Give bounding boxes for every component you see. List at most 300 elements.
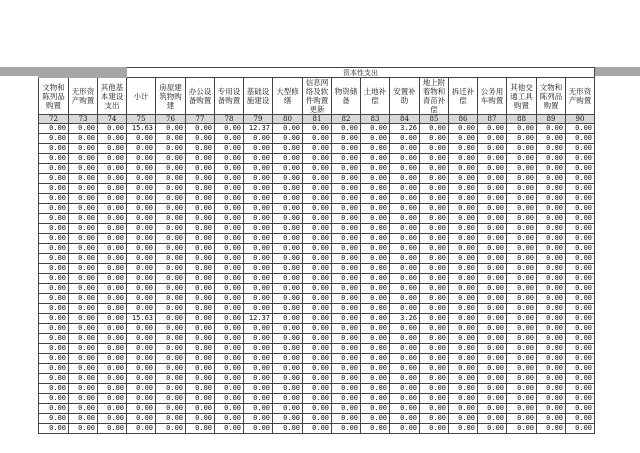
table-cell[interactable]: 0.00 xyxy=(478,344,507,354)
table-cell[interactable]: 0.00 xyxy=(215,294,244,304)
table-cell[interactable]: 0.00 xyxy=(303,314,332,324)
table-cell[interactable]: 0.00 xyxy=(303,174,332,184)
table-cell[interactable]: 0.00 xyxy=(478,304,507,314)
table-cell[interactable]: 0.00 xyxy=(303,284,332,294)
table-cell[interactable]: 0.00 xyxy=(332,184,361,194)
table-cell[interactable]: 0.00 xyxy=(156,144,186,154)
table-cell[interactable]: 0.00 xyxy=(566,324,595,334)
table-cell[interactable]: 0.00 xyxy=(98,264,127,274)
table-cell[interactable]: 0.00 xyxy=(303,294,332,304)
table-cell[interactable]: 0.00 xyxy=(478,164,507,174)
table-cell[interactable]: 0.00 xyxy=(186,384,215,394)
table-cell[interactable]: 0.00 xyxy=(449,164,478,174)
table-cell[interactable]: 0.00 xyxy=(186,284,215,294)
table-cell[interactable]: 0.00 xyxy=(98,354,127,364)
table-cell[interactable]: 0.00 xyxy=(215,404,244,414)
table-cell[interactable]: 0.00 xyxy=(566,344,595,354)
table-cell[interactable]: 0.00 xyxy=(186,134,215,144)
table-cell[interactable]: 0.00 xyxy=(186,154,215,164)
table-cell[interactable]: 0.00 xyxy=(361,164,390,174)
table-cell[interactable]: 0.00 xyxy=(69,224,98,234)
table-cell[interactable]: 0.00 xyxy=(420,224,449,234)
table-cell[interactable]: 0.00 xyxy=(156,304,186,314)
table-cell[interactable]: 0.00 xyxy=(127,244,156,254)
table-cell[interactable]: 0.00 xyxy=(566,174,595,184)
table-cell[interactable]: 0.00 xyxy=(303,374,332,384)
table-cell[interactable]: 0.00 xyxy=(361,394,390,404)
table-cell[interactable]: 0.00 xyxy=(186,174,215,184)
table-cell[interactable]: 0.00 xyxy=(361,304,390,314)
table-cell[interactable]: 0.00 xyxy=(186,244,215,254)
table-cell[interactable]: 0.00 xyxy=(98,254,127,264)
table-cell[interactable]: 0.00 xyxy=(566,124,595,134)
table-cell[interactable]: 0.00 xyxy=(303,234,332,244)
table-cell[interactable]: 0.00 xyxy=(361,244,390,254)
table-cell[interactable]: 0.00 xyxy=(332,124,361,134)
table-cell[interactable]: 0.00 xyxy=(478,314,507,324)
table-cell[interactable]: 0.00 xyxy=(69,364,98,374)
table-cell[interactable]: 0.00 xyxy=(98,274,127,284)
table-cell[interactable]: 0.00 xyxy=(420,164,449,174)
table-cell[interactable]: 0.00 xyxy=(332,364,361,374)
table-cell[interactable]: 0.00 xyxy=(273,174,303,184)
table-cell[interactable]: 0.00 xyxy=(215,364,244,374)
table-cell[interactable]: 0.00 xyxy=(332,214,361,224)
table-cell[interactable]: 0.00 xyxy=(273,384,303,394)
table-cell[interactable]: 0.00 xyxy=(449,394,478,404)
table-cell[interactable]: 0.00 xyxy=(361,354,390,364)
table-cell[interactable]: 0.00 xyxy=(186,414,215,424)
table-cell[interactable]: 0.00 xyxy=(361,134,390,144)
table-cell[interactable]: 0.00 xyxy=(507,354,537,364)
table-cell[interactable]: 0.00 xyxy=(420,324,449,334)
table-cell[interactable]: 0.00 xyxy=(420,314,449,324)
table-cell[interactable]: 0.00 xyxy=(156,194,186,204)
table-cell[interactable]: 0.00 xyxy=(98,154,127,164)
table-cell[interactable]: 0.00 xyxy=(332,334,361,344)
table-cell[interactable]: 0.00 xyxy=(215,204,244,214)
table-cell[interactable]: 0.00 xyxy=(361,144,390,154)
table-cell[interactable]: 0.00 xyxy=(273,134,303,144)
table-cell[interactable]: 0.00 xyxy=(478,334,507,344)
table-cell[interactable]: 0.00 xyxy=(39,274,69,284)
table-cell[interactable]: 0.00 xyxy=(244,274,273,284)
table-cell[interactable]: 0.00 xyxy=(127,424,156,434)
table-cell[interactable]: 0.00 xyxy=(449,404,478,414)
table-cell[interactable]: 0.00 xyxy=(390,394,420,404)
table-cell[interactable]: 0.00 xyxy=(537,314,566,324)
table-cell[interactable]: 0.00 xyxy=(303,384,332,394)
table-cell[interactable]: 0.00 xyxy=(390,144,420,154)
table-cell[interactable]: 0.00 xyxy=(390,244,420,254)
table-cell[interactable]: 0.00 xyxy=(420,174,449,184)
table-cell[interactable]: 0.00 xyxy=(39,164,69,174)
table-cell[interactable]: 0.00 xyxy=(390,364,420,374)
table-cell[interactable]: 0.00 xyxy=(361,194,390,204)
table-cell[interactable]: 0.00 xyxy=(537,384,566,394)
table-cell[interactable]: 0.00 xyxy=(244,364,273,374)
table-cell[interactable]: 0.00 xyxy=(390,294,420,304)
table-cell[interactable]: 0.00 xyxy=(215,194,244,204)
table-cell[interactable]: 0.00 xyxy=(156,374,186,384)
table-cell[interactable]: 0.00 xyxy=(244,194,273,204)
table-cell[interactable]: 0.00 xyxy=(273,154,303,164)
table-cell[interactable]: 0.00 xyxy=(449,154,478,164)
table-cell[interactable]: 0.00 xyxy=(186,234,215,244)
table-cell[interactable]: 0.00 xyxy=(215,314,244,324)
table-cell[interactable]: 0.00 xyxy=(127,204,156,214)
table-cell[interactable]: 0.00 xyxy=(390,134,420,144)
table-cell[interactable]: 0.00 xyxy=(390,384,420,394)
table-cell[interactable]: 0.00 xyxy=(332,244,361,254)
table-cell[interactable]: 0.00 xyxy=(69,214,98,224)
table-cell[interactable]: 0.00 xyxy=(273,184,303,194)
table-cell[interactable]: 0.00 xyxy=(273,144,303,154)
table-cell[interactable]: 0.00 xyxy=(390,324,420,334)
table-cell[interactable]: 0.00 xyxy=(244,224,273,234)
table-cell[interactable]: 0.00 xyxy=(69,344,98,354)
table-cell[interactable]: 0.00 xyxy=(39,334,69,344)
table-cell[interactable]: 0.00 xyxy=(127,264,156,274)
table-cell[interactable]: 15.63 xyxy=(127,314,156,324)
table-cell[interactable]: 0.00 xyxy=(390,204,420,214)
table-cell[interactable]: 0.00 xyxy=(537,304,566,314)
table-cell[interactable]: 0.00 xyxy=(156,404,186,414)
table-cell[interactable]: 0.00 xyxy=(244,244,273,254)
table-cell[interactable]: 0.00 xyxy=(332,284,361,294)
table-cell[interactable]: 0.00 xyxy=(332,194,361,204)
table-cell[interactable]: 0.00 xyxy=(69,274,98,284)
table-cell[interactable]: 0.00 xyxy=(507,274,537,284)
table-cell[interactable]: 0.00 xyxy=(244,184,273,194)
table-cell[interactable]: 0.00 xyxy=(69,334,98,344)
table-cell[interactable]: 0.00 xyxy=(98,164,127,174)
table-cell[interactable]: 0.00 xyxy=(244,424,273,434)
table-cell[interactable]: 0.00 xyxy=(566,364,595,374)
table-cell[interactable]: 0.00 xyxy=(244,254,273,264)
table-cell[interactable]: 0.00 xyxy=(537,284,566,294)
table-cell[interactable]: 0.00 xyxy=(303,224,332,234)
table-cell[interactable]: 0.00 xyxy=(507,324,537,334)
table-cell[interactable]: 0.00 xyxy=(566,294,595,304)
table-cell[interactable]: 0.00 xyxy=(332,424,361,434)
table-cell[interactable]: 0.00 xyxy=(186,354,215,364)
table-cell[interactable]: 0.00 xyxy=(537,254,566,264)
table-cell[interactable]: 0.00 xyxy=(127,334,156,344)
table-cell[interactable]: 0.00 xyxy=(186,374,215,384)
table-cell[interactable]: 0.00 xyxy=(507,284,537,294)
table-cell[interactable]: 0.00 xyxy=(449,234,478,244)
table-cell[interactable]: 0.00 xyxy=(98,184,127,194)
table-cell[interactable]: 0.00 xyxy=(39,284,69,294)
table-cell[interactable]: 0.00 xyxy=(273,284,303,294)
table-cell[interactable]: 0.00 xyxy=(186,274,215,284)
table-cell[interactable]: 0.00 xyxy=(98,284,127,294)
table-cell[interactable]: 0.00 xyxy=(449,264,478,274)
table-cell[interactable]: 0.00 xyxy=(390,414,420,424)
table-cell[interactable]: 0.00 xyxy=(244,344,273,354)
table-cell[interactable]: 0.00 xyxy=(215,414,244,424)
table-cell[interactable]: 0.00 xyxy=(98,294,127,304)
table-cell[interactable]: 0.00 xyxy=(273,424,303,434)
table-cell[interactable]: 0.00 xyxy=(361,254,390,264)
table-cell[interactable]: 0.00 xyxy=(478,404,507,414)
table-cell[interactable]: 0.00 xyxy=(244,264,273,274)
table-cell[interactable]: 0.00 xyxy=(186,294,215,304)
table-cell[interactable]: 0.00 xyxy=(215,284,244,294)
table-cell[interactable]: 0.00 xyxy=(273,334,303,344)
table-cell[interactable]: 0.00 xyxy=(478,194,507,204)
table-cell[interactable]: 0.00 xyxy=(332,254,361,264)
table-cell[interactable]: 0.00 xyxy=(390,234,420,244)
table-cell[interactable]: 0.00 xyxy=(507,254,537,264)
table-cell[interactable]: 0.00 xyxy=(69,244,98,254)
table-cell[interactable]: 0.00 xyxy=(215,274,244,284)
table-cell[interactable]: 0.00 xyxy=(478,134,507,144)
table-cell[interactable]: 0.00 xyxy=(303,194,332,204)
table-cell[interactable]: 0.00 xyxy=(156,394,186,404)
table-cell[interactable]: 0.00 xyxy=(273,394,303,404)
table-cell[interactable]: 0.00 xyxy=(39,184,69,194)
table-cell[interactable]: 0.00 xyxy=(215,144,244,154)
table-cell[interactable]: 0.00 xyxy=(361,344,390,354)
table-cell[interactable]: 0.00 xyxy=(449,274,478,284)
table-cell[interactable]: 0.00 xyxy=(566,264,595,274)
table-cell[interactable]: 0.00 xyxy=(69,294,98,304)
table-cell[interactable]: 0.00 xyxy=(244,404,273,414)
table-cell[interactable]: 0.00 xyxy=(507,394,537,404)
table-cell[interactable]: 0.00 xyxy=(156,414,186,424)
table-cell[interactable]: 0.00 xyxy=(273,224,303,234)
table-cell[interactable]: 0.00 xyxy=(566,304,595,314)
table-cell[interactable]: 0.00 xyxy=(39,244,69,254)
table-cell[interactable]: 0.00 xyxy=(449,144,478,154)
table-cell[interactable]: 0.00 xyxy=(156,364,186,374)
table-cell[interactable]: 0.00 xyxy=(537,424,566,434)
table-cell[interactable]: 0.00 xyxy=(186,394,215,404)
table-cell[interactable]: 0.00 xyxy=(215,264,244,274)
table-cell[interactable]: 0.00 xyxy=(537,174,566,184)
table-cell[interactable]: 0.00 xyxy=(39,264,69,274)
table-cell[interactable]: 0.00 xyxy=(69,284,98,294)
table-cell[interactable]: 0.00 xyxy=(186,214,215,224)
table-cell[interactable]: 0.00 xyxy=(98,414,127,424)
table-cell[interactable]: 0.00 xyxy=(478,184,507,194)
table-cell[interactable]: 0.00 xyxy=(332,374,361,384)
table-cell[interactable]: 0.00 xyxy=(69,254,98,264)
table-cell[interactable]: 0.00 xyxy=(507,184,537,194)
table-cell[interactable]: 0.00 xyxy=(507,264,537,274)
table-cell[interactable]: 0.00 xyxy=(127,134,156,144)
table-cell[interactable]: 0.00 xyxy=(478,424,507,434)
table-cell[interactable]: 0.00 xyxy=(449,284,478,294)
table-cell[interactable]: 0.00 xyxy=(69,264,98,274)
table-cell[interactable]: 0.00 xyxy=(478,384,507,394)
table-cell[interactable]: 0.00 xyxy=(332,354,361,364)
table-cell[interactable]: 0.00 xyxy=(420,254,449,264)
table-cell[interactable]: 0.00 xyxy=(273,244,303,254)
table-cell[interactable]: 0.00 xyxy=(39,414,69,424)
table-cell[interactable]: 0.00 xyxy=(156,204,186,214)
table-cell[interactable]: 0.00 xyxy=(127,384,156,394)
table-cell[interactable]: 0.00 xyxy=(215,224,244,234)
table-cell[interactable]: 0.00 xyxy=(566,244,595,254)
table-cell[interactable]: 0.00 xyxy=(449,244,478,254)
table-cell[interactable]: 0.00 xyxy=(390,404,420,414)
table-cell[interactable]: 0.00 xyxy=(127,374,156,384)
table-cell[interactable]: 0.00 xyxy=(507,374,537,384)
table-cell[interactable]: 0.00 xyxy=(69,394,98,404)
table-cell[interactable]: 0.00 xyxy=(566,404,595,414)
table-cell[interactable]: 0.00 xyxy=(449,174,478,184)
table-cell[interactable]: 0.00 xyxy=(390,184,420,194)
table-cell[interactable]: 0.00 xyxy=(361,264,390,274)
table-cell[interactable]: 0.00 xyxy=(507,414,537,424)
table-cell[interactable]: 0.00 xyxy=(215,344,244,354)
table-cell[interactable]: 0.00 xyxy=(537,364,566,374)
table-cell[interactable]: 0.00 xyxy=(98,214,127,224)
table-cell[interactable]: 0.00 xyxy=(390,174,420,184)
table-cell[interactable]: 0.00 xyxy=(390,284,420,294)
table-cell[interactable]: 0.00 xyxy=(507,424,537,434)
table-cell[interactable]: 0.00 xyxy=(244,294,273,304)
table-cell[interactable]: 0.00 xyxy=(273,344,303,354)
table-cell[interactable]: 0.00 xyxy=(39,304,69,314)
table-cell[interactable]: 0.00 xyxy=(390,334,420,344)
table-cell[interactable]: 0.00 xyxy=(507,164,537,174)
table-cell[interactable]: 0.00 xyxy=(361,294,390,304)
table-cell[interactable]: 0.00 xyxy=(303,254,332,264)
table-cell[interactable]: 0.00 xyxy=(361,414,390,424)
table-cell[interactable]: 0.00 xyxy=(186,144,215,154)
table-cell[interactable]: 0.00 xyxy=(244,324,273,334)
table-cell[interactable]: 0.00 xyxy=(156,284,186,294)
table-cell[interactable]: 0.00 xyxy=(566,314,595,324)
table-cell[interactable]: 0.00 xyxy=(186,204,215,214)
table-cell[interactable]: 0.00 xyxy=(39,224,69,234)
table-cell[interactable]: 0.00 xyxy=(420,334,449,344)
table-cell[interactable]: 0.00 xyxy=(69,174,98,184)
table-cell[interactable]: 0.00 xyxy=(566,214,595,224)
table-cell[interactable]: 0.00 xyxy=(537,354,566,364)
table-cell[interactable]: 0.00 xyxy=(449,254,478,264)
table-cell[interactable]: 0.00 xyxy=(507,154,537,164)
table-cell[interactable]: 0.00 xyxy=(361,374,390,384)
table-cell[interactable]: 0.00 xyxy=(244,164,273,174)
table-cell[interactable]: 0.00 xyxy=(186,184,215,194)
table-cell[interactable]: 0.00 xyxy=(537,334,566,344)
table-cell[interactable]: 0.00 xyxy=(69,164,98,174)
table-cell[interactable]: 0.00 xyxy=(69,314,98,324)
table-cell[interactable]: 0.00 xyxy=(273,274,303,284)
table-cell[interactable]: 0.00 xyxy=(98,224,127,234)
table-cell[interactable]: 0.00 xyxy=(273,324,303,334)
table-cell[interactable]: 0.00 xyxy=(390,304,420,314)
table-cell[interactable]: 0.00 xyxy=(215,124,244,134)
table-cell[interactable]: 0.00 xyxy=(69,154,98,164)
table-cell[interactable]: 0.00 xyxy=(390,164,420,174)
table-cell[interactable]: 0.00 xyxy=(361,174,390,184)
table-cell[interactable]: 0.00 xyxy=(332,394,361,404)
table-cell[interactable]: 0.00 xyxy=(507,134,537,144)
table-cell[interactable]: 0.00 xyxy=(127,324,156,334)
table-cell[interactable]: 0.00 xyxy=(449,344,478,354)
table-cell[interactable]: 0.00 xyxy=(390,424,420,434)
table-cell[interactable]: 0.00 xyxy=(156,324,186,334)
table-cell[interactable]: 0.00 xyxy=(98,424,127,434)
table-cell[interactable]: 0.00 xyxy=(507,344,537,354)
table-cell[interactable]: 0.00 xyxy=(420,344,449,354)
table-cell[interactable]: 0.00 xyxy=(303,164,332,174)
table-cell[interactable]: 0.00 xyxy=(98,394,127,404)
table-cell[interactable]: 0.00 xyxy=(69,204,98,214)
table-cell[interactable]: 0.00 xyxy=(303,154,332,164)
table-cell[interactable]: 0.00 xyxy=(361,224,390,234)
table-cell[interactable]: 0.00 xyxy=(332,314,361,324)
table-cell[interactable]: 0.00 xyxy=(215,394,244,404)
table-cell[interactable]: 0.00 xyxy=(449,134,478,144)
table-cell[interactable]: 0.00 xyxy=(215,174,244,184)
table-cell[interactable]: 0.00 xyxy=(507,174,537,184)
table-cell[interactable]: 0.00 xyxy=(215,134,244,144)
table-cell[interactable]: 0.00 xyxy=(98,344,127,354)
table-cell[interactable]: 0.00 xyxy=(420,184,449,194)
table-cell[interactable]: 0.00 xyxy=(420,354,449,364)
table-cell[interactable]: 0.00 xyxy=(537,324,566,334)
table-cell[interactable]: 0.00 xyxy=(244,384,273,394)
table-cell[interactable]: 0.00 xyxy=(478,284,507,294)
table-cell[interactable]: 0.00 xyxy=(390,214,420,224)
table-cell[interactable]: 0.00 xyxy=(69,194,98,204)
table-cell[interactable]: 0.00 xyxy=(390,194,420,204)
table-cell[interactable]: 0.00 xyxy=(244,154,273,164)
table-cell[interactable]: 0.00 xyxy=(69,184,98,194)
table-cell[interactable]: 0.00 xyxy=(215,184,244,194)
table-cell[interactable]: 0.00 xyxy=(127,254,156,264)
table-cell[interactable]: 0.00 xyxy=(507,294,537,304)
table-cell[interactable]: 0.00 xyxy=(98,324,127,334)
table-cell[interactable]: 0.00 xyxy=(449,324,478,334)
table-cell[interactable]: 0.00 xyxy=(186,314,215,324)
table-cell[interactable]: 0.00 xyxy=(127,394,156,404)
table-cell[interactable]: 0.00 xyxy=(420,214,449,224)
table-cell[interactable]: 0.00 xyxy=(244,174,273,184)
table-cell[interactable]: 0.00 xyxy=(537,344,566,354)
table-cell[interactable]: 0.00 xyxy=(303,184,332,194)
table-cell[interactable]: 0.00 xyxy=(156,294,186,304)
table-cell[interactable]: 0.00 xyxy=(156,134,186,144)
table-cell[interactable]: 0.00 xyxy=(478,204,507,214)
table-cell[interactable]: 0.00 xyxy=(98,204,127,214)
table-cell[interactable]: 0.00 xyxy=(244,134,273,144)
table-cell[interactable]: 0.00 xyxy=(537,274,566,284)
table-cell[interactable]: 0.00 xyxy=(303,354,332,364)
table-cell[interactable]: 0.00 xyxy=(215,424,244,434)
table-cell[interactable]: 0.00 xyxy=(478,144,507,154)
table-cell[interactable]: 0.00 xyxy=(186,194,215,204)
table-cell[interactable]: 0.00 xyxy=(332,304,361,314)
table-cell[interactable]: 0.00 xyxy=(244,284,273,294)
table-cell[interactable]: 0.00 xyxy=(39,344,69,354)
table-cell[interactable]: 0.00 xyxy=(507,224,537,234)
table-cell[interactable]: 0.00 xyxy=(273,204,303,214)
table-cell[interactable]: 0.00 xyxy=(303,344,332,354)
table-cell[interactable]: 0.00 xyxy=(273,374,303,384)
table-cell[interactable]: 0.00 xyxy=(361,324,390,334)
table-cell[interactable]: 0.00 xyxy=(478,274,507,284)
table-cell[interactable]: 3.26 xyxy=(390,314,420,324)
table-cell[interactable]: 0.00 xyxy=(566,374,595,384)
